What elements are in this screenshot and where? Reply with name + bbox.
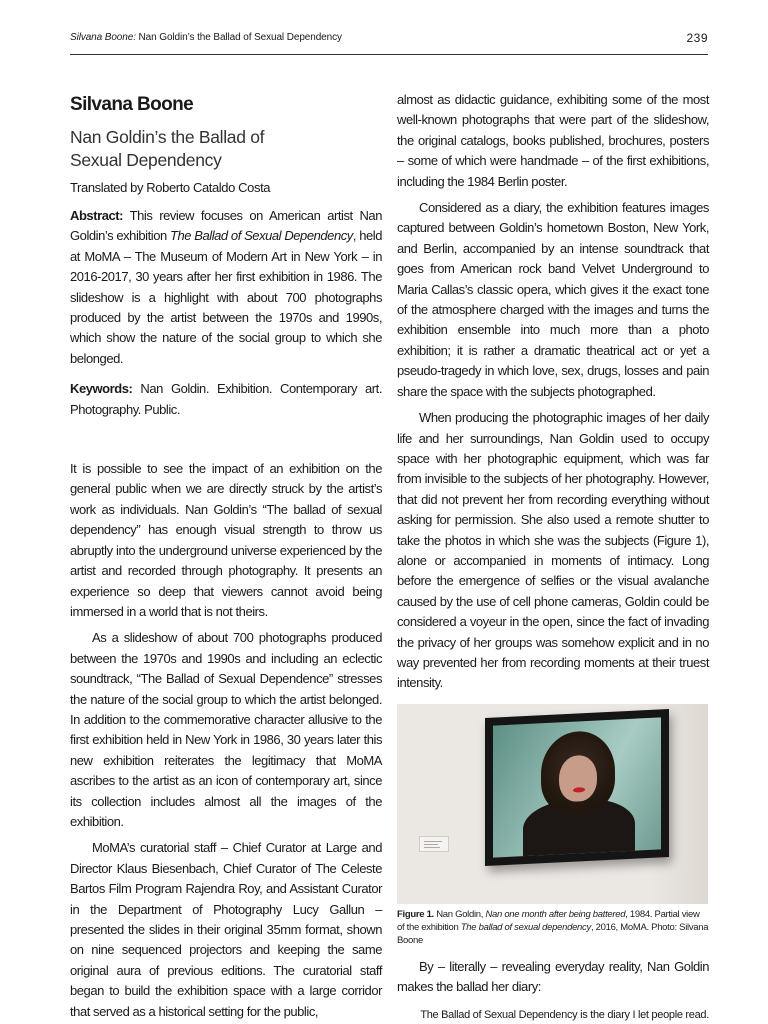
abstract [70,206,382,369]
framed-photograph [485,709,669,866]
figure-1-photo [397,704,708,904]
portrait-face [559,754,597,802]
body-paragraph: As a slideshow of about 700 photographs produced between the 1970s and 1990s and including an eclectic soundtrack, “The Ballad of Sexual Dependence” stresses the nature of the social group to which the artist belonged. In addition to the commemorative character allusive to the first exhibition held in New York in 1986, 30 years later this new exhibition reiterates the legitimacy that MoMA ascribes to the artist as an icon of contemporary art, since its collection includes almost all the images of the exhibition. [70,630,382,829]
article-title [70,126,382,172]
body-paragraph: Considered as a diary, the exhibition features images captured between Goldin’s hometown Boston, New York, and Berlin, accompanied by an intense soundtrack that goes from American rock band Velvet Underground to Maria Callas’s classic opera, which gives it the exact tone of the atmosphere charged with the images and turns the exhibition ensemble into much more than a photo exhibition; it is rather a dramatic theatrical act or yet a pseudo-tragedy in which love, sex, drugs, losses and pain share the space with the subjects photographed. [397,200,709,399]
body-paragraph: It is possible to see the impact of an exhibition on the general public when we are directly struck by the artist’s work as individuals. Nan Goldin’s “The ballad of sexual dependency” has enough visual strength to throw us abruptly into the underground universe experienced by the artist and recorded through photography. It presents an experience so deep that viewers cannot avoid being immersed in a world that is not theirs. [70,461,382,619]
article-author: Silvana Boone [70,94,194,115]
abstract-label: Abstract: [70,208,124,223]
abstract-exhibition-title: The Ballad of Sexual Dependency [170,228,353,244]
portrait-photo [493,717,661,857]
translator-credit: Translated by Roberto Cataldo Costa [70,180,271,195]
keywords-label: Keywords: [70,381,133,397]
caption-text: , 2016, MoMA. Photo: Silvana Boone [397,921,709,946]
body-paragraph: almost as didactic guidance, exhibiting some of the most well-known photographs that were part of the slideshow, the original catalogs, books published, brochures, posters – some of which were handmade – of the first exhibitions, including the 1984 Berlin poster. [397,92,709,189]
caption-text: , 1984. Partial view of the exhibition [397,908,700,933]
right-column [397,90,709,1023]
left-column [70,90,382,1022]
wall-label-placard [419,836,449,852]
abstract-text-2: , held at MoMA – The Museum of Modern Art in New York – in 2016-2017, 30 years after her first exhibition in 1986. The slideshow is a highlight with about 700 photographs produced by the artist between the 1970s and 1990s, which show the nature of the social group to which she belonged. [70,228,382,366]
keywords [70,379,382,420]
caption-work-title: Nan one month after being battered [485,908,626,920]
article-title-line1: Nan Goldin’s the Ballad of [70,127,265,147]
caption-text: Nan Goldin, [433,908,486,920]
caption-exhibition-title: The ballad of sexual dependency [460,921,591,933]
running-header [70,32,708,55]
block-quote: The Ballad of Sexual Dependency is the diary I let people read. [420,1008,709,1021]
body-paragraph: MoMA’s curatorial staff – Chief Curator at Large and Director Klaus Biesenbach, Chief Curator of The Celeste Bartos Film Program Rajendra Roy, and Assistant Curator in the Department of Photography Lucy Gallun – presented the slides in their original 35mm format, shown on nine sequenced projectors and keeping the same original aura of previous editions. The curatorial staff began to build the exhibition space with a large corridor that served as a historical setting for the public, [70,840,382,1019]
abstract-text-1: This review focuses on American artist Nan Goldin’s exhibition [70,208,382,244]
article-title-line2: Sexual Dependency [70,150,222,170]
figure-caption [397,908,709,947]
running-title [70,32,342,43]
body-paragraph: When producing the photographic images of her daily life and her surroundings, Nan Goldin used to occupy space with her photographic equipment, which was far from invisible to the subjects of her photography. However, that did not prevent her from recording everything without asking for permission. She also used a remote shutter to take the photos in which she was the subjects (Figure 1), alone or accompanied in moments of intimacy. Long before the emergence of selfies or the visual avalanche caused by the use of cell phone cameras, Goldin could be considered a voyeur in the open, since the fact of invading the privacy of her groups was somehow explicit and in no way prevented her from recording moments at their truest intensity. [397,410,709,691]
closing-paragraph: By – literally – revealing everyday reality, Nan Goldin makes the ballad her diary: [397,958,709,995]
running-title-text: Nan Goldin’s the Ballad of Sexual Dependency [135,32,342,43]
keywords-text: Nan Goldin. Exhibition. Contemporary art. Photography. Public. [70,381,382,417]
running-title-author: Silvana Boone: [70,32,136,43]
page-number: 239 [686,31,708,45]
figure-label: Figure 1. [397,908,434,920]
